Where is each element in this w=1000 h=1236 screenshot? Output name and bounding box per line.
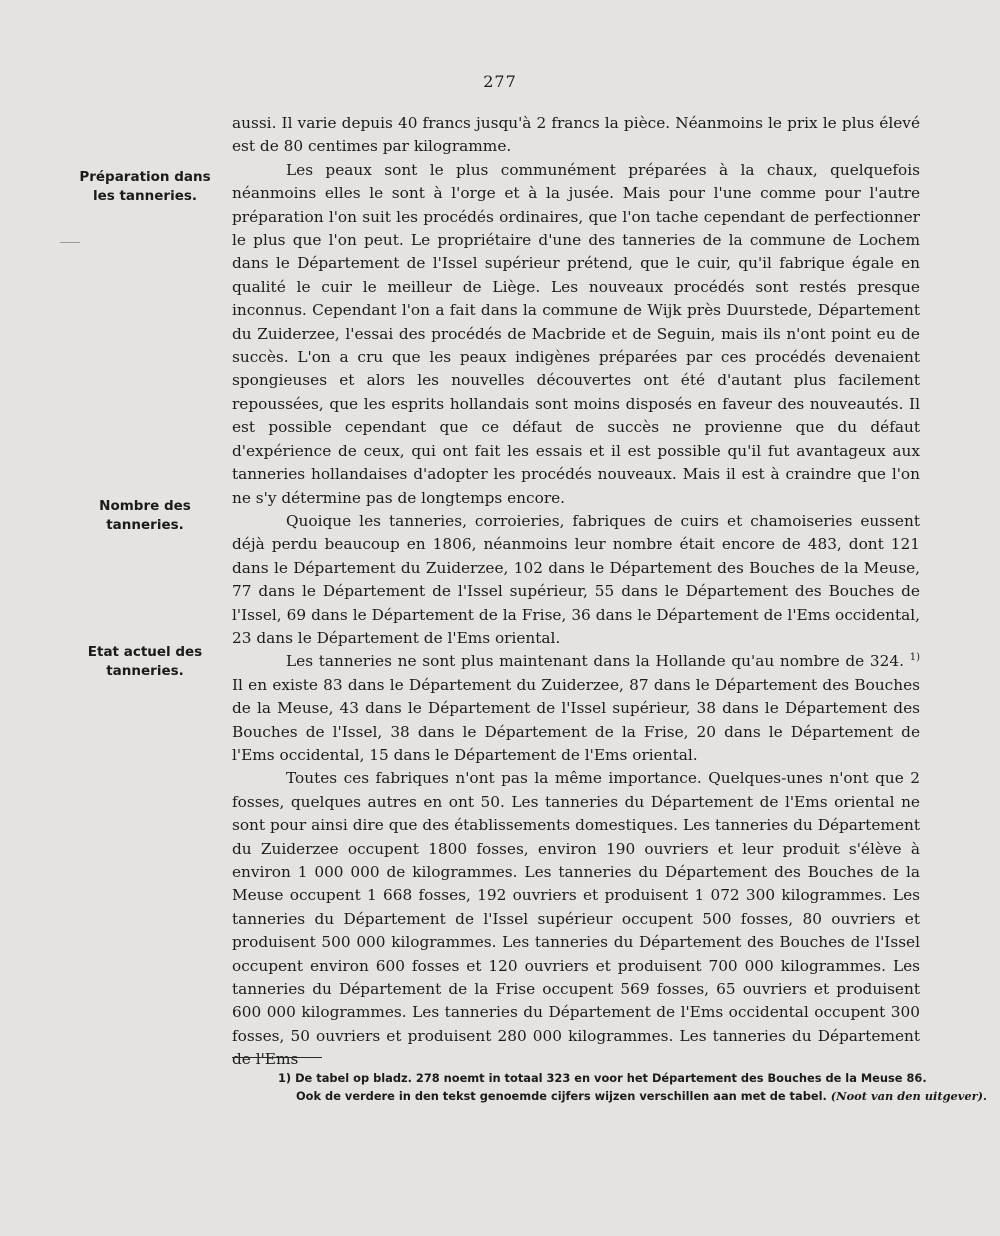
footnote-line-2 — [278, 1087, 988, 1105]
margin-note-nombre: Nombre des tanneries. — [99, 498, 191, 533]
paragraph-etat-actuel-lead: Les tanneries ne sont plus maintenant dans la Hollande qu'au nombre de 324. — [286, 652, 904, 671]
paragraph-continuation: aussi. Il varie depuis 40 francs jusqu'à 2 francs la pièce. Néanmoins le prix le plus élevé est de 80 centimes par kilogramme. — [232, 114, 920, 156]
margin-mark — [60, 242, 80, 243]
footnote-editor-note: (Noot van den uitgever). — [830, 1089, 988, 1103]
paragraph-nombre: Quoique les tanneries, corroieries, fabriques de cuirs et chamoiseries eussent déjà perdu beaucoup en 1806, néanmoins leur nombre était encore de 483, dont 121 dans le Département du Zuiderzee, 102 dans le Département des Bouches de la Meuse, 77 dans le Département de l'Issel supérieur, 55 dans le Département des Bouches de l'Issel, 69 dans le Département de la Frise, 36 dans le Département de l'Ems occidental, 23 dans le Département de l'Ems oriental. — [232, 511, 920, 647]
footnotes — [278, 1069, 988, 1105]
paragraph-etat-actuel-details: Il en existe 83 dans le Département du Zuiderzee, 87 dans le Département des Bouches de la Meuse, 43 dans le Département de l'Issel supérieur, 38 dans le Département des Bouches de l'Issel, 38 dans le Département de la Frise, 20 dans le Département de l'Ems occidental, 15 dans le Département de l'Ems oriental. — [232, 675, 920, 764]
paragraph-etat-actuel — [232, 650, 920, 767]
margin-note-preparation: Préparation dans les tanneries. — [79, 169, 211, 204]
footnote-line-2-text: Ook de verdere in den tekst genoemde cijfers wijzen verschillen aan met de tabel. — [296, 1089, 827, 1103]
page-number: 277 — [483, 72, 517, 91]
paragraph-preparation: Les peaux sont le plus communément préparées à la chaux, quelquefois néanmoins elles le sont à l'orge et à la jusée. Mais pour l'une comme pour l'autre préparation l'on suit les procédés ordinaires, que l'on tache cependant de perfectionner le plus que l'on peut. Le propriétaire d'une des tanneries de la commune de Lochem dans le Département de l'Issel supérieur prétend, que le cuir, qu'il fabrique égale en qualité le cuir le meilleur de Liège. Les nouveaux procédés sont restés presque inconnus. Cependant l'on a fait dans la commune de Wijk près Duurstede, Département du Zuiderzee, l'essai des procédés de Macbride et de Seguin, mais ils n'ont point eu de succès. L'on a cru que les peaux indigènes préparées par ces procédés devenaient spongieuses et alors les nouvelles découvertes ont été d'autant plus facilement repoussées, que les esprits hollandais sont moins disposés en faveur des nouveautés. Il est possible cependant que ce défaut de succès ne provienne que du défaut d'expérience de ceux, qui ont fait les essais et il est possible qu'il fut avantageux aux tanneries hollandaises d'adopter les procédés nouveaux. Mais il est à craindre que l'on ne s'y détermine pas de longtemps encore. — [232, 160, 920, 507]
footnote-divider — [232, 1057, 322, 1058]
body-text — [232, 112, 920, 1072]
footnote-reference[interactable]: 1) — [909, 652, 920, 664]
footnote-line-1: 1) De tabel op bladz. 278 noemt in totaal 323 en voor het Département des Bouches de la Meuse 86. — [278, 1071, 927, 1085]
margin-note-etat-actuel: Etat actuel des tanneries. — [87, 644, 203, 679]
paragraph-importance: Toutes ces fabriques n'ont pas la même importance. Quelques-unes n'ont que 2 fosses, quelques autres en ont 50. Les tanneries du Département de l'Ems oriental ne sont pour ainsi dire que des établissements domestiques. Les tanneries du Département du Zuiderzee occupent 1800 fosses, environ 190 ouvriers et leur produit s'élève à environ 1 000 000 de kilogrammes. Les tanneries du Département des Bouches de la Meuse occupent 1 668 fosses, 192 ouvriers et produisent 1 072 300 kilogrammes. Les tanneries du Département de l'Issel supérieur occupent 500 fosses, 80 ouvriers et produisent 500 000 kilogrammes. Les tanneries du Département des Bouches de l'Issel occupent environ 600 fosses et 120 ouvriers et produisent 700 000 kilogrammes. Les tanneries du Département de la Frise occupent 569 fosses, 65 ouvriers et produisent 600 000 kilogrammes. Les tanneries du Département de l'Ems occidental occupent 300 fosses, 50 ouvriers et produisent 280 000 kilogrammes. Les tanneries du Département de l'Ems — [232, 769, 920, 1069]
